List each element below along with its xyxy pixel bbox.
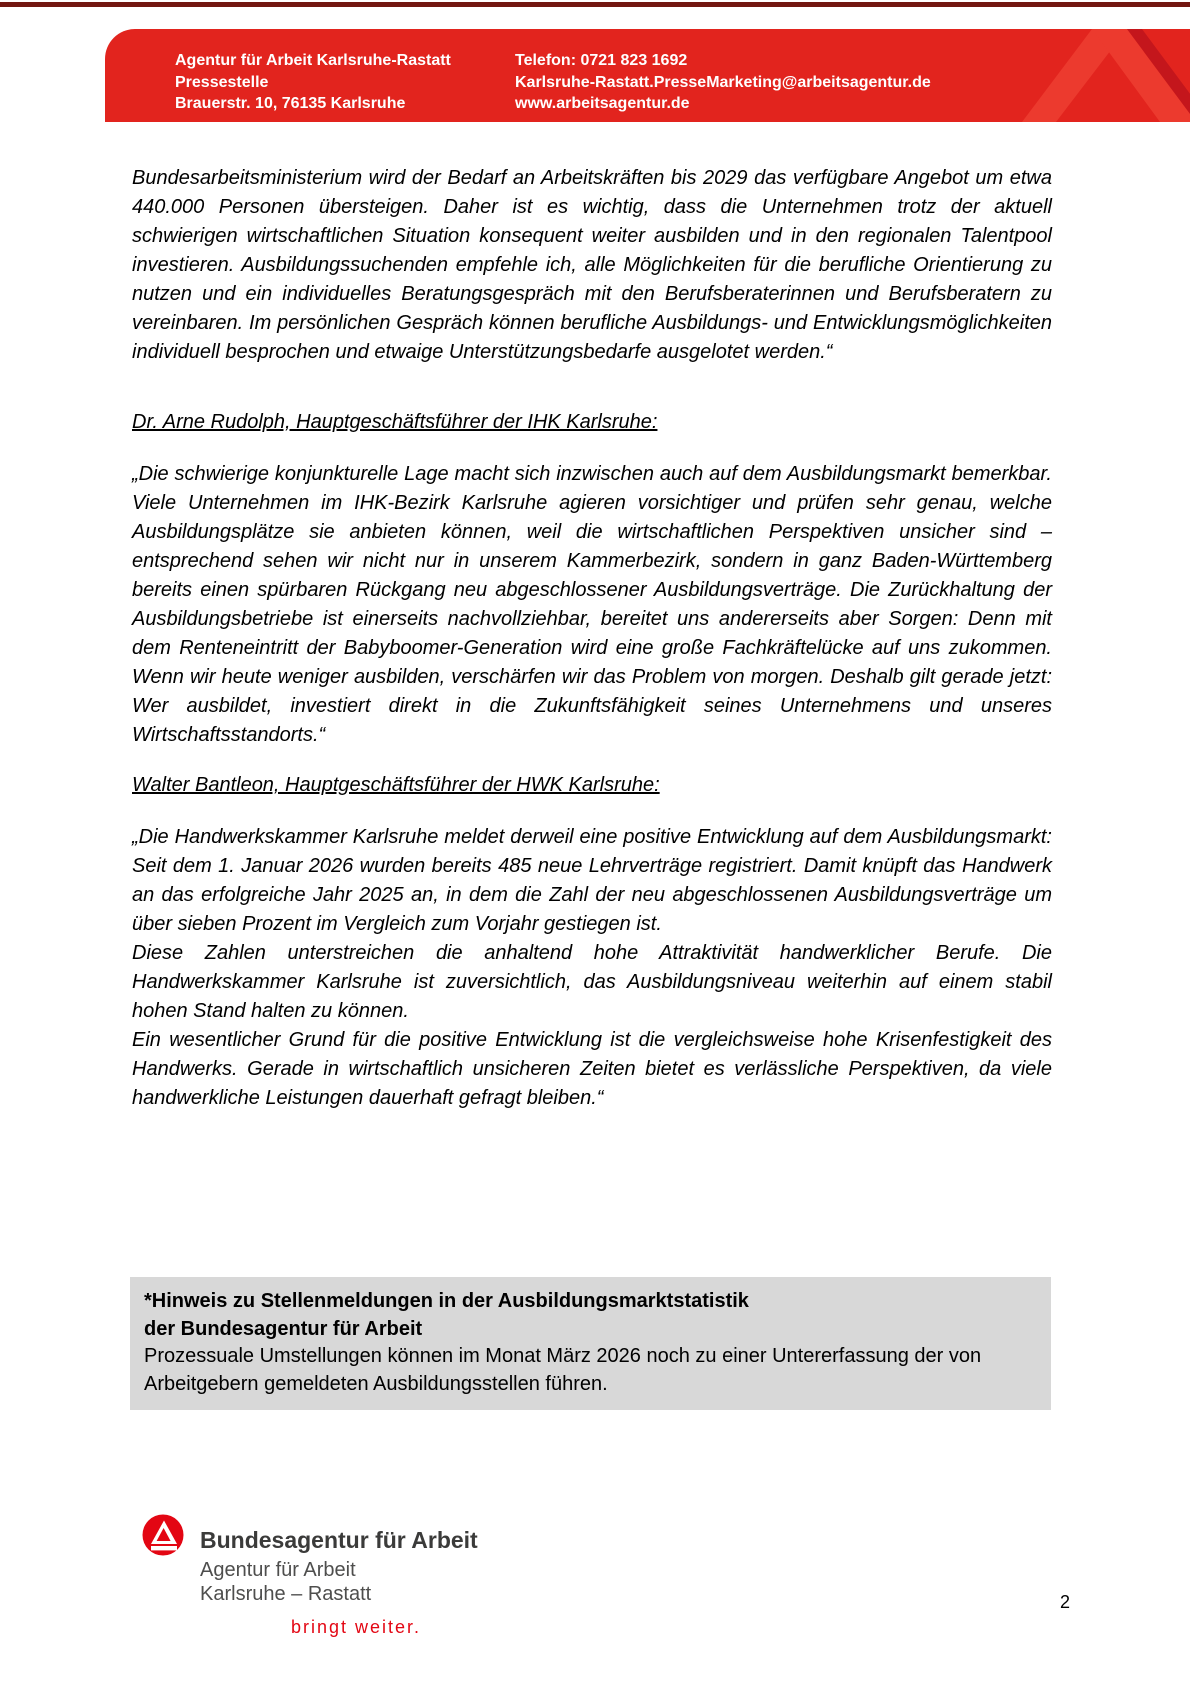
footer-office-line1: Agentur für Arbeit [200, 1559, 356, 1581]
note-title-line2: der Bundesagentur für Arbeit [144, 1317, 423, 1340]
header-department: Pressestelle [175, 73, 269, 91]
header-email: Karlsruhe-Rastatt.PresseMarketing@arbeitsagentur.de [515, 73, 931, 91]
header-website: www.arbeitsagentur.de [515, 95, 690, 112]
note-title-line1: *Hinweis zu Stellenmeldungen in der Ausbildungsmarktstatistik [144, 1290, 749, 1312]
page-number: 2 [1060, 1592, 1071, 1612]
statistics-note-box [130, 1277, 1051, 1410]
bundesagentur-logo-icon [142, 1514, 184, 1556]
quote-paragraph-ihk: „Die schwierige konjunkturelle Lage macht sich inzwischen auch auf dem Ausbildungsmarkt bemerkbar. Viele Unternehmen im IHK-Bezirk Karlsruhe agieren vorsichtiger und prüfen sehr genau, welche Ausbildungsplätze sie anbieten können, weil die wirtschaftlichen Perspektiven unsicher sind – entsprechend sehen wir nicht nur in unserem Kammerbezirk, sondern in ganz Baden-Württemberg bereits einen spürbaren Rückgang neu abgeschlossener Ausbildungsverträge. Die Zurückhaltung der Ausbildungsbetriebe ist einerseits nachvollziehbar, bereitet uns andererseits aber Sorgen: Denn mit dem Renteneintritt der Babyboomer-Generation wird eine große Fachkräftelücke auf uns zukommen. Wenn wir heute weniger ausbilden, verschärfen wir das Problem von morgen. Deshalb gilt gerade jetzt: Wer ausbildet, investiert direkt in die Zukunftsfähigkeit seines Unternehmens und unseres Wirtschaftsstandorts.“ [132, 463, 1052, 746]
arbeitsagentur-watermark-icon [964, 29, 1190, 122]
footer-office-line2: Karlsruhe – Rastatt [200, 1582, 372, 1605]
top-rule [0, 2, 1190, 7]
footer-office-block [200, 1559, 371, 1606]
body-text [132, 164, 1052, 1113]
header-band [105, 29, 1190, 122]
header-contact-block [515, 50, 931, 115]
quote-paragraph-hwk [132, 823, 1052, 1113]
section-heading-ihk: Dr. Arne Rudolph, Hauptgeschäftsführer der IHK Karlsruhe: [132, 411, 658, 433]
quote-paragraph-hwk-1: „Die Handwerkskammer Karlsruhe meldet derweil eine positive Entwicklung auf dem Ausbildungsmarkt: Seit dem 1. Januar 2026 wurden bereits 485 neue Lehrverträge registriert. Damit knüpft das Handwerk an das erfolgreiche Jahr 2025 an, in dem die Zahl der neu abgeschlossenen Ausbildungsverträge um über sieben Prozent im Vergleich zum Vorjahr gestiegen ist. [132, 826, 1052, 935]
quote-paragraph-hwk-3: Ein wesentlicher Grund für die positive Entwicklung ist die vergleichsweise hohe Krisenfestigkeit des Handwerks. Gerade in wirtschaftlich unsicheren Zeiten bietet es verlässliche Perspektiven, da viele handwerkliche Leistungen dauerhaft gefragt bleiben.“ [132, 1029, 1052, 1109]
header-agency-name: Agentur für Arbeit Karlsruhe-Rastatt [175, 52, 451, 69]
footer-org-name: Bundesagentur für Arbeit [200, 1527, 478, 1553]
quote-paragraph-minister: Bundesarbeitsministerium wird der Bedarf an Arbeitskräften bis 2029 das verfügbare Angebot um etwa 440.000 Personen übersteigen. Daher ist es wichtig, dass die Unternehmen trotz der aktuell schwierigen wirtschaftlichen Situation konsequent weiter ausbilden und in den regionalen Talentpool investieren. Ausbildungssuchenden empfehle ich, alle Möglichkeiten für die berufliche Orientierung zu nutzen und ein individuelles Beratungsgespräch mit den Berufsberaterinnen und Berufsberatern zu vereinbaren. Im persönlichen Gespräch können berufliche Ausbildungs- und Entwicklungsmöglichkeiten individuell besprochen und etwaige Unterstützungsbedarfe ausgelotet werden.“ [132, 167, 1052, 363]
header-phone: Telefon: 0721 823 1692 [515, 52, 688, 69]
footer-tagline: bringt weiter. [291, 1617, 422, 1637]
note-text: Prozessuale Umstellungen können im Monat März 2026 noch zu einer Untererfassung der von Arbeitgebern gemeldeten Ausbildungsstellen führen. [144, 1345, 982, 1395]
header-agency-block [175, 50, 451, 115]
quote-paragraph-hwk-2: Diese Zahlen unterstreichen die anhaltend hohe Attraktivität handwerklicher Berufe. Die Handwerkskammer Karlsruhe ist zuversichtlich, das Ausbildungsniveau weiterhin auf einem stabil hohen Stand halten zu können. [132, 942, 1052, 1022]
section-heading-hwk: Walter Bantleon, Hauptgeschäftsführer der HWK Karlsruhe: [132, 774, 660, 796]
header-address: Brauerstr. 10, 76135 Karlsruhe [175, 95, 406, 112]
